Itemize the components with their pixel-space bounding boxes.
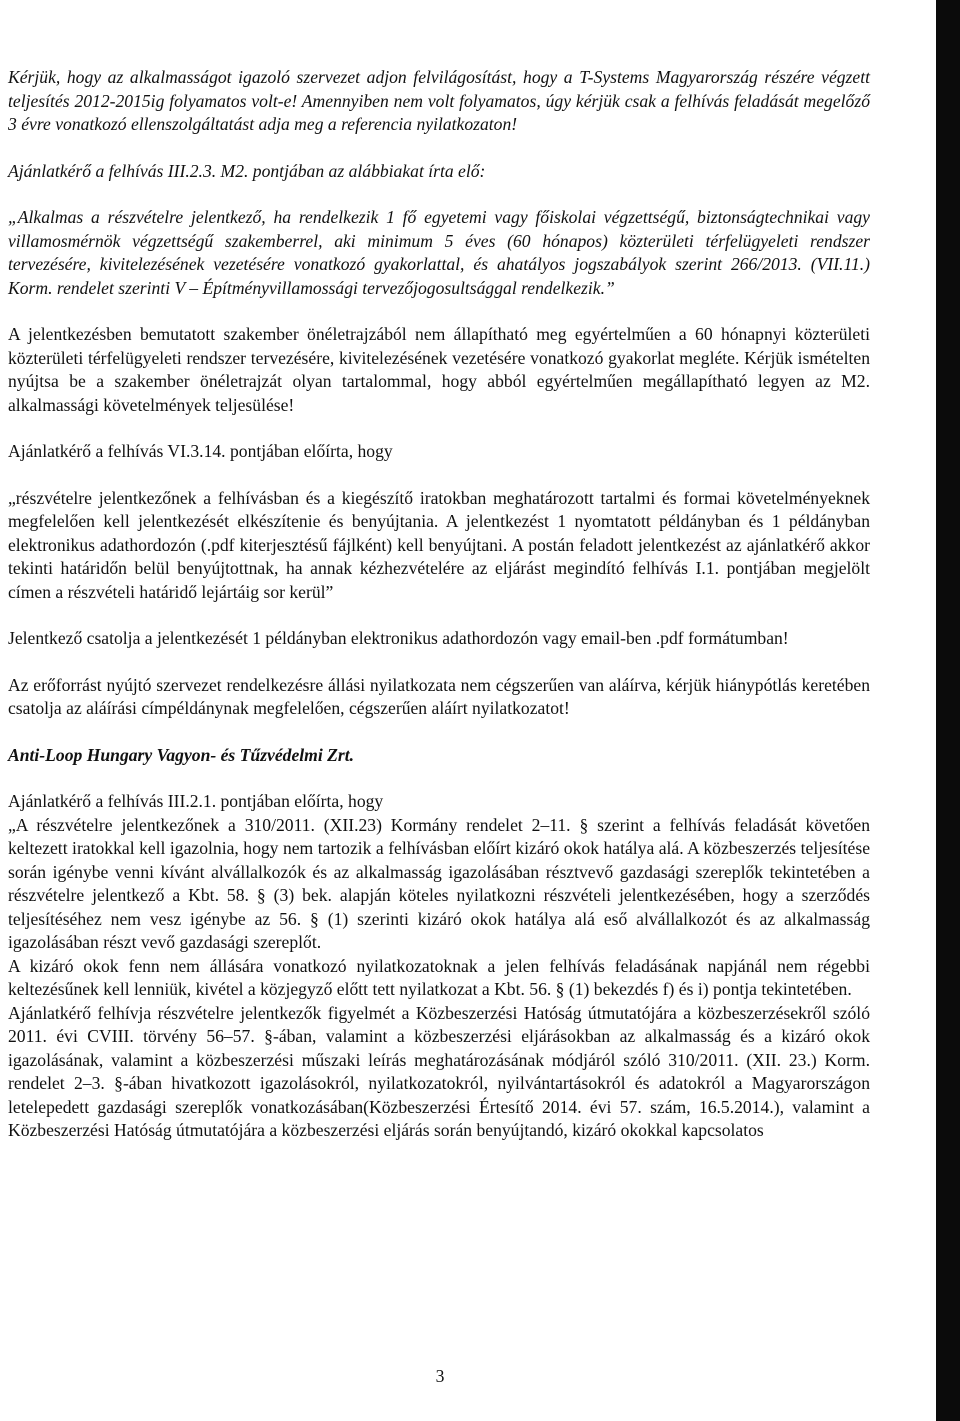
paragraph-m2-intro: Ajánlatkérő a felhívás III.2.3. M2. pontjában az alábbiakat írta elő: (8, 160, 486, 181)
section-heading-company: Anti-Loop Hungary Vagyon- és Tűzvédelmi Zrt. (8, 744, 355, 765)
paragraph-signature-request: Az erőforrást nyújtó szervezet rendelkezésre állási nyilatkozata nem cégszerűen van aláírva, kérjük hiánypótlás keretében csatolja az aláírási címpéldánynak megfelelően, cégszerűen aláírt nyilatkozatot! (8, 674, 870, 718)
paragraph-vi-intro: Ajánlatkérő a felhívás VI.3.14. pontjában előírta, hogy (8, 441, 393, 461)
paragraph-exclusion-dates: A kizáró okok fenn nem állására vonatkozó nyilatkozatoknak a jelen felhívás feladásának napjánál nem régebbi keltezésűnek kell lenniük, kivétel a közjegyző előtt tett nyilatkozat a Kbt. 56. § (1) bekezdés f) és i) pontja tekintetében. (8, 955, 870, 999)
scan-edge-bar (936, 0, 960, 1421)
paragraph-iii-intro: Ajánlatkérő a felhívás III.2.1. pontjában előírta, hogy (8, 791, 384, 811)
paragraph-vi-quote: „részvételre jelentkezőnek a felhívásban és a kiegészítő iratokban meghatározott tartalmi és formai követelményeknek megfelelően kell jelentkezését elkészítenie és benyújtania. A jelentkezést 1 nyomtatott példányban és 1 példányban elektronikus adathordozón (.pdf kiterjesztésű fájlként) kell benyújtani. A postán feladott jelentkezést az ajánlatkérő akkor tekinti határidőn belül benyújtottnak, ha annak kézhezvételére az eljárást megindító felhívás I.1. pontjában megjelölt címen a részvételi határidő lejártáig sor kerül” (8, 487, 870, 602)
paragraph-iii-quote: „A részvételre jelentkezőnek a 310/2011. (XII.23) Kormány rendelet 2–11. § szerint a felhívás feladását követően keltezett iratokkal kell igazolnia, hogy nem tartozik a felhívásban előírt kizáró okok hatálya alá. A közbeszerzés teljesítése során igénybe venni kívánt alvállalkozók és az alkalmasság igazolásában résztvevő gazdasági szereplők tekintetében a részvételre jelentkező a Kbt. 58. § (3) bek. alapján köteles nyilatkozni részvételi jelentkezésében, hogy a szerződés teljesítéséhez nem vesz igénybe az 56. § (1) szerinti kizáró okok hatálya alá eső alvállalkozót és az alkalmasság igazolásában részt vevő gazdasági szereplőt. (8, 814, 870, 952)
paragraph-pdf-request: Jelentkező csatolja a jelentkezését 1 példányban elektronikus adathordozón vagy email-ben .pdf formátumban! (8, 628, 789, 648)
document-page (8, 66, 870, 1143)
paragraph-m2-deficiency: A jelentkezésben bemutatott szakember önéletrajzából nem állapítható meg egyértelműen a 60 hónapnyi közterületi közterületi térfelügyeleti rendszer tervezésére, kivitelezésének vezetésére vonatkozó gyakorlat megléte. Kérjük ismételten nyújtsa be a szakember önéletrajzát olyan tartalommal, hogy abból egyértelműen megállapítható legyen az M2. alkalmassági követelmények teljesülése! (8, 324, 870, 415)
paragraph-m2-quote: „Alkalmas a részvételre jelentkező, ha rendelkezik 1 fő egyetemi vagy főiskolai végzettségű, biztonságtechnikai vagy villamosmérnök végzettségű szakemberrel, aki minimum 5 éves (60 hónapos) közterületi térfelügyeleti rendszer tervezésére, kivitelezésének vezetésére vonatkozó gyakorlattal, és ahatályos jogszabályok szerint 266/2013. (VII.11.) Korm. rendelet szerinti V – Építményvillamossági tervezőjogosultsággal rendelkezik.” (8, 207, 870, 298)
page-number: 3 (435, 1366, 445, 1386)
paragraph-authority-guidance: Ajánlatkérő felhívja részvételre jelentkezők figyelmét a Közbeszerzési Hatóság útmutatójára a közbeszerzésekről szóló 2011. évi CVIII. törvény 56–57. §-ában, valamint a közbeszerzési eljárásokban az alkalmasság és a kizáró okok igazolásának, valamint a közbeszerzési műszaki leírás meghatározásának módjáról szóló 310/2011. (XII. 23.) Korm. rendelet 2–3. §-ában hivatkozott igazolásokról, nyilatkozatokról, nyilvántartásokról és adatokról a Magyarországon letelepedett gazdasági szereplők vonatkozásában(Közbeszerzési Értesítő 2014. évi 57. szám, 16.5.2014.), valamint a Közbeszerzési Hatóság útmutatójára a közbeszerzési eljárás során benyújtandó, kizáró okokkal kapcsolatos (8, 1002, 870, 1140)
paragraph-reference-request: Kérjük, hogy az alkalmasságot igazoló szervezet adjon felvilágosítást, hogy a T-Systems Magyarország részére végzett teljesítés 2012-2015ig folyamatos volt-e! Amennyiben nem volt folyamatos, úgy kérjük csak a felhívás feladását megelőző 3 évre vonatkozó ellenszolgáltatást adja meg a referencia nyilatkozaton! (8, 67, 870, 134)
